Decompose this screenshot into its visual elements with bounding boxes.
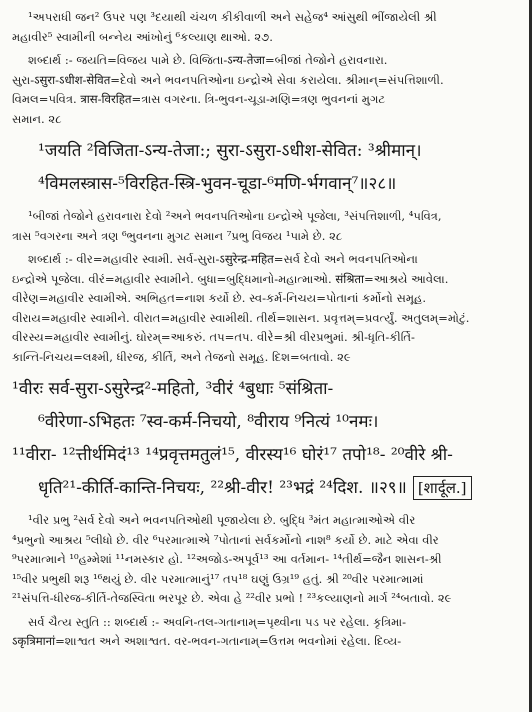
verse-line: ⁶वीरेणा-ऽभिहतः ⁷स्व-कर्म-निचयो, ⁸वीराय ⁹नित्यं ¹⁰नमः।	[38, 412, 379, 432]
verse-line: ¹वीरः सर्व-सुरा-ऽसुरेन्द्र²-महितो, ³वीरं ⁴बुधाः ⁵संश्रिता-	[12, 379, 334, 399]
translation-line: ⁹પરમાત્માને ¹⁰હમ્મેશાં ¹¹નમસ્કાર હો. ¹²અજોડ-અપૂર્વ¹³ આ વર્તમાન- ¹⁴તીર્થ=જૈન શાસન-શ્રી	[12, 552, 442, 566]
glossary-line: વીરાય=મહાવીર સ્વામીને. વીરાત=મહાવીર સ્વામીથી. તીર્થ=શાસન. પ્રવૃત્તમ્=પ્રવર્ત્યું. અતુલમ્=મોટું.	[12, 310, 470, 325]
glossary-line: સુરા-ऽसुरा-ऽधीश-सेवित=દેવો અને ભવનપતિઓના ઇન્દ્રોએ સેવા કરાયેલા. શ્રીમાન્=સંપત્તિશાળી.	[12, 72, 444, 87]
verse-line: ¹जयति ²विजिता-ऽन्य-तेजा:; सुरा-ऽसुरा-ऽधीश-सेवित: ³श्रीमान्।	[38, 141, 422, 161]
text-line: મહાવીર⁵ સ્વામીની બન્નેય આંખોનું ⁶કલ્યાણ થાઓ. ૨૭.	[12, 29, 273, 44]
translation-line: ¹⁵વીર પ્રભુથી શરૂ ¹⁶થયું છે. વીર પરમાત્માનું¹⁷ તપ¹⁸ ઘણું ઉગ્ર¹⁹ હતું. શ્રી ²⁰વીર પરમાત્મામાં	[12, 571, 424, 586]
meter-label: [शार्दूल.]	[413, 476, 472, 500]
translation-line: ⁴પ્રભુનો આશ્રય ⁵લીધો છે. વીર ⁶પરમાત્માએ ⁷પોતાનાં સર્વકર્મોનો નાશ⁸ કર્યો છે. માટે એવા વીર	[12, 532, 439, 547]
text-line: ¹અપરાધી જન² ઉપર પણ ³દયાથી ચંચળ કીકીવાળી અને સહેજ⁴ આંસુથી ભીંજાયેલી શ્રી	[28, 10, 437, 24]
glossary-line: કાન્તિ-નિચય=લક્ષ્મી, ધીરજ, કીર્તિ, અને તેજનો સમૂહ. દિશ=બતાવો. ૨૯	[12, 349, 351, 364]
translation-line: ત્રાસ ⁵વગરના અને ત્રણ ⁶ભુવનના મુગટ સમાન ⁷પ્રભુ વિજય ¹પામે છે. ૨૮	[12, 228, 343, 243]
glossary-line: શબ્દાર્થ :- વીર=મહાવીર સ્વામી. સર્વ-સુરા-ऽसुरेन्द्र-महित=સર્વ દેવો અને ભવનપતિઓના	[28, 252, 418, 266]
glossary-line: ऽकृत्रिमानां=શાશ્વત અને અશાશ્વત. વર-ભવન-ગતાનામ્=ઉત્તમ ભવનોમાં રહેલા. દિવ્ય-	[12, 634, 402, 648]
glossary-line: સર્વ ચૈત્ય સ્તુતિ :: શબ્દાર્થ :- અવનિ-તલ-ગતાનામ્=પૃથ્વીના પડ પર રહેલા. કૃત્રિમા-	[28, 614, 407, 629]
verse-line	[12, 472, 518, 505]
translation-line: ¹બીજાં તેજોને હરાવનારા દેવો ²અને ભવનપતિઓના ઇન્દ્રોએ પૂજેલા, ³સંપત્તિશાળી, ⁴પવિત્ર,	[28, 209, 442, 223]
translation-line: ¹વીર પ્રભુ ²સર્વ દેવો અને ભવનપતિઓથી પૂજાયેલા છે. બુદ્ધિ ³મંત મહાત્માઓએ વીર	[28, 513, 416, 527]
glossary-line: સમાન. ૨૮	[12, 111, 62, 126]
verse-line: ⁴विमलस्त्रास-⁵विरहित-स्त्रि-भुवन-चूडा-⁶मणि-र्भगवान्⁷॥२८॥	[38, 174, 397, 194]
glossary-line: ઇન્દ્રોએ પૂજેલા. વીરં=મહાવીર સ્વામીને. બુધા=બુદ્ધિમાનો-મહાત્માઓ. संश्रिता=આશ્રયે આવેલા.	[12, 271, 449, 286]
verse-text: धृति²¹-कीर्ति-कान्ति-निचयः, ²²श्री-वीर! ²³भद्रं ²⁴दिश. ॥२९॥	[38, 478, 407, 498]
glossary-line: વીરસ્ય=મહાવીર સ્વામીનું. ઘોરમ્=આકરું. તપ=તપ. વીરે=શ્રી વીરપ્રભુમાં. શ્રી-ધૃતિ-કીર્તિ-	[12, 330, 415, 344]
glossary-line: વિમલ=પવિત્ર. त्रास-विरहित=ત્રાસ વગરના. ત્રિ-ભુવન-ચૂડા-મણિ=ત્રણ ભુવનનાં મુગટ	[12, 92, 386, 106]
glossary-line: શબ્દાર્થ :- જયતિ=વિજય પામે છે. વિજિતા-ऽन्य-तेजा=બીજાં તેજોને હરાવનારા.	[28, 53, 388, 67]
glossary-line: વીરેણ=મહાવીર સ્વામીએ. અભિહત=નાશ કર્યો છે. સ્વ-કર્મ-નિચય=પોતાનાં કર્મોનો સમૂહ.	[12, 291, 427, 305]
translation-line: ²¹સંપત્તિ-ધીરજ-કીર્તિ-તેજસ્વિતા ભરપૂર છે. એવા હે ²²વીર પ્રભો ! ²³કલ્યાણનો માર્ગ ²⁴બતાવો. ૨૯	[12, 591, 452, 605]
verse-line: ¹¹वीरा- ¹²त्तीर्थमिदं¹³ ¹⁴प्रवृत्तमतुलं¹⁵, वीरस्य¹⁶ घोरं¹⁷ तपो¹⁸- ²⁰वीरे श्री-	[12, 445, 453, 465]
